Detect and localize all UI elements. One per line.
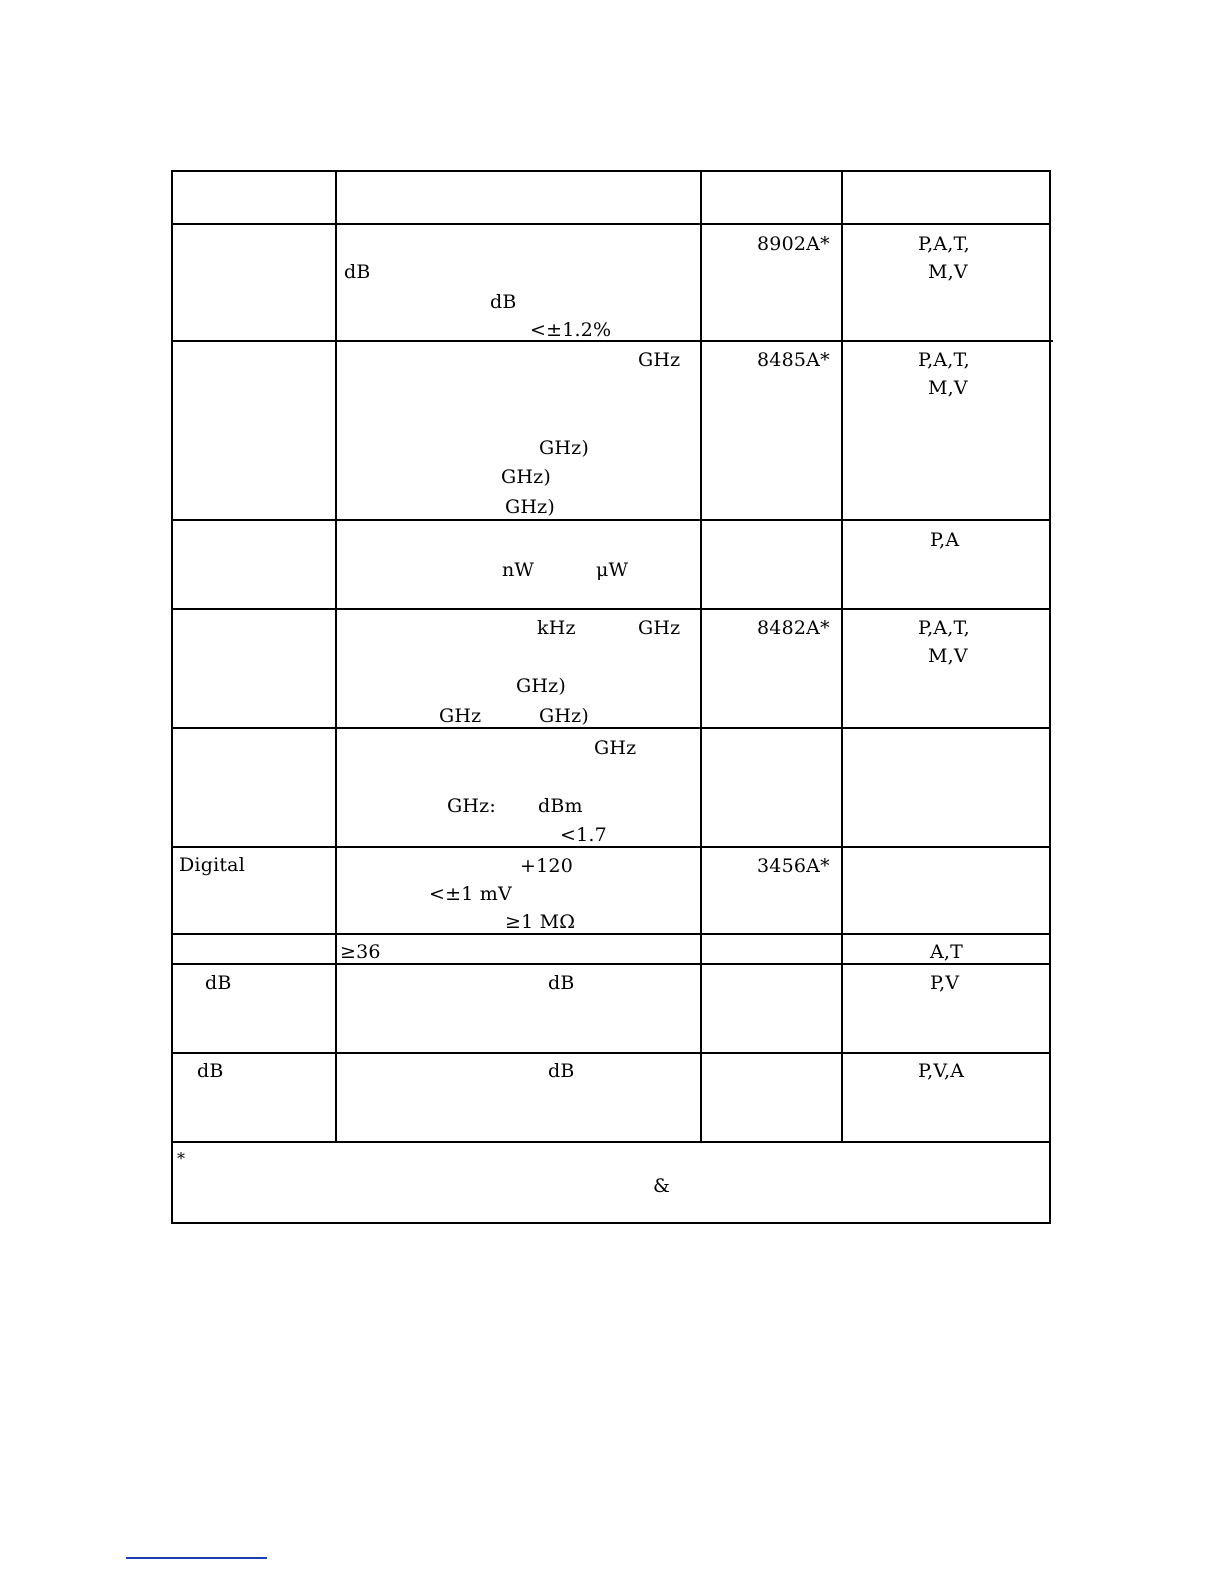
spec-text: kHz bbox=[537, 617, 576, 639]
spec-text: dBm bbox=[538, 795, 583, 817]
row-divider bbox=[171, 727, 1051, 729]
column-divider bbox=[700, 170, 702, 1143]
spec-text: <±1 mV bbox=[429, 883, 512, 905]
spec-text: GHz: bbox=[447, 795, 496, 817]
spec-text: nW bbox=[502, 559, 535, 581]
row-divider bbox=[171, 519, 1051, 521]
usage-codes: A,T bbox=[930, 941, 964, 963]
instrument-name: Digital bbox=[179, 854, 245, 876]
model-number: 8482A* bbox=[757, 617, 830, 639]
spec-text: <±1.2% bbox=[530, 319, 612, 341]
row-divider bbox=[171, 1052, 1051, 1054]
spec-text: μW bbox=[596, 559, 629, 581]
usage-codes: M,V bbox=[928, 645, 968, 667]
spec-text: GHz) bbox=[505, 496, 555, 518]
usage-codes: P,A,T, bbox=[918, 349, 970, 371]
footnote-ampersand: & bbox=[653, 1175, 671, 1197]
instrument-name: dB bbox=[205, 972, 232, 994]
spec-text: GHz) bbox=[539, 705, 589, 727]
row-divider bbox=[171, 608, 1051, 610]
usage-codes: P,A,T, bbox=[918, 617, 970, 639]
spec-text: dB bbox=[344, 261, 371, 283]
row-divider bbox=[171, 846, 1051, 848]
usage-codes: P,A,T, bbox=[918, 233, 970, 255]
row-divider bbox=[171, 1141, 1051, 1143]
spec-text: ≥36 bbox=[340, 941, 381, 963]
spec-text: GHz) bbox=[539, 437, 589, 459]
footnote-marker: * bbox=[177, 1149, 186, 1168]
usage-codes: P,V,A bbox=[918, 1060, 965, 1082]
spec-text: GHz bbox=[638, 617, 681, 639]
spec-text: <1.7 bbox=[560, 824, 607, 846]
spec-text: GHz bbox=[439, 705, 482, 727]
column-divider bbox=[841, 170, 843, 1143]
usage-codes: P,V bbox=[930, 972, 960, 994]
spec-text: ≥1 MΩ bbox=[505, 911, 576, 933]
usage-codes: P,A bbox=[930, 529, 960, 551]
usage-codes: M,V bbox=[928, 261, 968, 283]
usage-codes: M,V bbox=[928, 377, 968, 399]
row-divider bbox=[171, 223, 1051, 225]
footer-link-rule bbox=[126, 1557, 267, 1559]
spec-text: dB bbox=[548, 972, 575, 994]
model-number: 3456A* bbox=[757, 855, 830, 877]
instrument-name: dB bbox=[197, 1060, 224, 1082]
column-divider bbox=[335, 170, 337, 1143]
spec-text: GHz) bbox=[516, 675, 566, 697]
row-divider bbox=[171, 933, 1051, 935]
spec-text: GHz) bbox=[501, 466, 551, 488]
spec-text: dB bbox=[490, 291, 517, 313]
row-divider bbox=[171, 963, 1051, 965]
spec-text: dB bbox=[548, 1060, 575, 1082]
spec-text: GHz bbox=[594, 737, 637, 759]
spec-text: GHz bbox=[638, 349, 681, 371]
row-divider bbox=[171, 340, 1053, 342]
spec-text: +120 bbox=[520, 855, 573, 877]
model-number: 8902A* bbox=[757, 233, 830, 255]
model-number: 8485A* bbox=[757, 349, 830, 371]
